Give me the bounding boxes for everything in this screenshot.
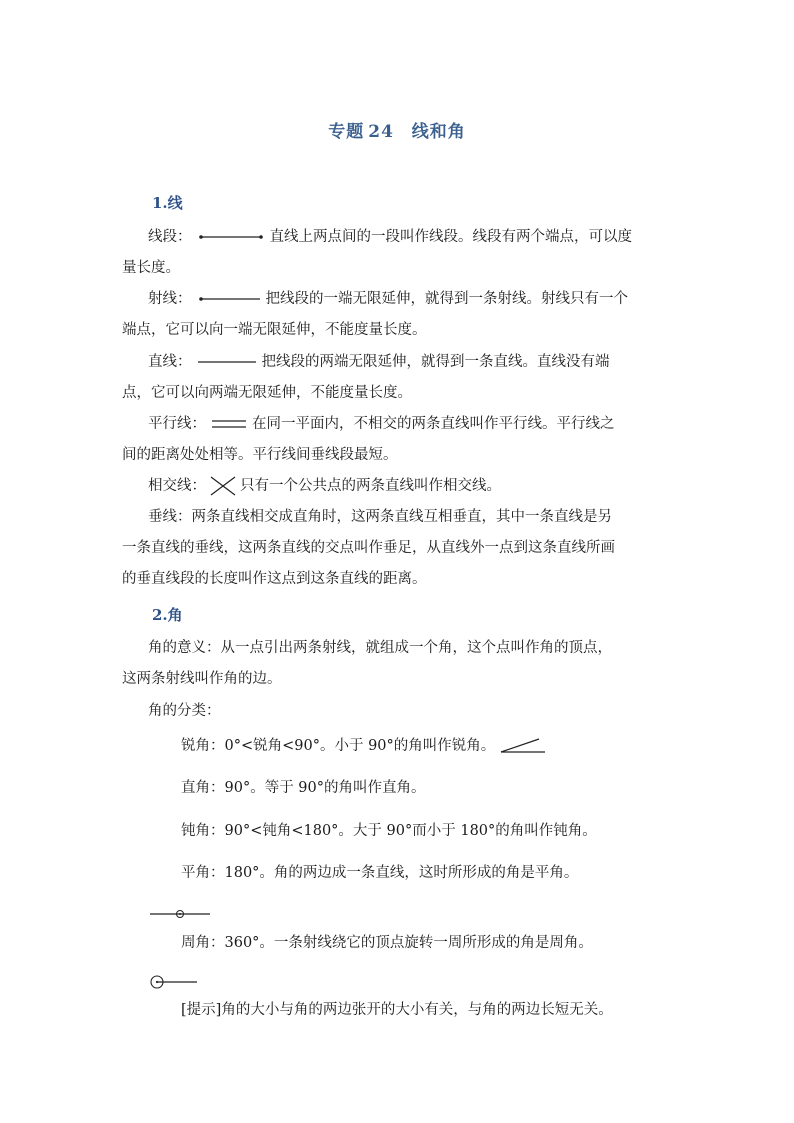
page-title: 专题 24 线和角 xyxy=(328,122,466,142)
intersect-label: 相交线： xyxy=(148,478,206,494)
angle-meaning-1: 角的意义：从一点引出两条射线，就组成一个角，这个点叫作角的顶点， xyxy=(148,640,612,656)
straight-angle-line: 平角：180°。角的两边成一条直线，这时所形成的角是平角。 xyxy=(181,865,579,881)
perpendicular-line-1: 垂线：两条直线相交成直角时，这两条直线互相垂直，其中一条直线是另 xyxy=(148,509,612,525)
line-segment-icon xyxy=(198,232,264,242)
ray-text: 把线段的一端无限延伸，就得到一条射线。射线只有一个 xyxy=(265,291,628,307)
parallel-label: 平行线： xyxy=(148,416,206,432)
straight-text: 把线段的两端无限延伸，就得到一条直线。直线没有端 xyxy=(261,354,610,370)
intersect-text: 只有一个公共点的两条直线叫作相交线。 xyxy=(240,478,501,494)
tip-text: [提示]角的大小与角的两边张开的大小有关，与角的两边长短无关。 xyxy=(181,1002,613,1018)
right-angle-line: 直角：90°。等于 90°的角叫作直角。 xyxy=(181,780,426,796)
section-heading-lines: 1.线 xyxy=(152,194,183,212)
segment-line-2: 量长度。 xyxy=(122,260,180,276)
ray-line-2: 端点，它可以向一端无限延伸，不能度量长度。 xyxy=(122,322,427,338)
parallel-line-1 xyxy=(148,414,708,434)
acute-angle-line xyxy=(181,736,741,756)
intersecting-lines-icon xyxy=(210,476,236,496)
acute-angle-text: 锐角：0°<锐角<90°。小于 90°的角叫作锐角。 xyxy=(181,738,496,754)
straight-line-2: 点，它可以向两端无限延伸，不能度量长度。 xyxy=(122,385,412,401)
perpendicular-line-3: 的垂直线段的长度叫作这点到这条直线的距离。 xyxy=(122,571,427,587)
straight-angle-icon xyxy=(150,908,212,920)
parallel-lines-icon xyxy=(212,418,246,430)
angle-meaning-2: 这两条射线叫作角的边。 xyxy=(122,671,282,687)
section-heading-angles: 2.角 xyxy=(152,606,183,624)
segment-text: 直线上两点间的一段叫作线段。线段有两个端点，可以度 xyxy=(269,229,632,245)
acute-angle-icon xyxy=(499,738,545,754)
ray-line-1 xyxy=(148,289,708,309)
full-angle-line: 周角：360°。一条射线绕它的顶点旋转一周所形成的角是周角。 xyxy=(181,935,593,951)
obtuse-angle-line: 钝角：90°<钝角<180°。大于 90°而小于 180°的角叫作钝角。 xyxy=(181,823,597,839)
parallel-line-2: 间的距离处处相等。平行线间垂线段最短。 xyxy=(122,447,398,463)
perpendicular-line-2: 一条直线的垂线，这两条直线的交点叫作垂足，从直线外一点到这条直线所画 xyxy=(122,540,615,556)
ray-label: 射线： xyxy=(148,291,192,307)
straight-label: 直线： xyxy=(148,354,192,370)
segment-line-1 xyxy=(148,227,708,247)
intersect-line xyxy=(148,476,708,496)
straight-line-1 xyxy=(148,352,708,372)
straight-line-icon xyxy=(198,357,256,367)
segment-label: 线段： xyxy=(148,229,192,245)
angle-classify-label: 角的分类： xyxy=(148,703,221,719)
full-angle-icon xyxy=(149,974,199,990)
parallel-text: 在同一平面内，不相交的两条直线叫作平行线。平行线之 xyxy=(252,416,615,432)
ray-icon xyxy=(198,294,260,304)
